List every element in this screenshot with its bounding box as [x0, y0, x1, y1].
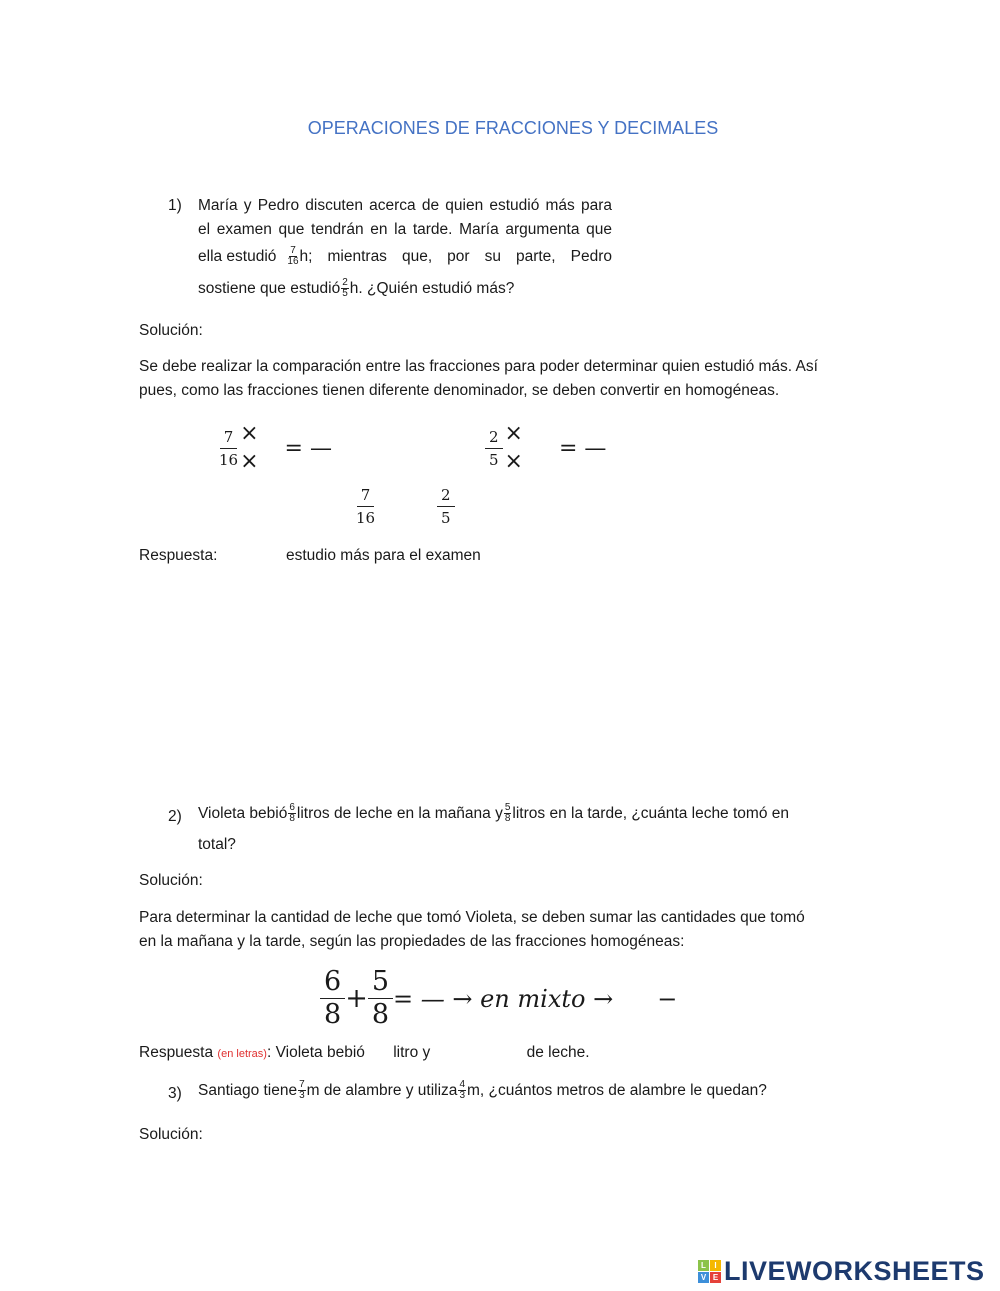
q2-text-c: litros en la tarde, ¿cuánta leche tomó en	[512, 804, 789, 822]
solution-2-label: Solución:	[139, 872, 203, 889]
numerator: 7	[220, 426, 238, 449]
homogeneous-conversion-1	[219, 420, 332, 476]
answer-2-note: (en letras)	[217, 1048, 267, 1060]
denominator: 3	[299, 1090, 305, 1101]
denominator: 5	[489, 450, 499, 469]
solution-1-p1: Se debe realizar la comparación entre las fracciones para poder determinar quien estudió más. Así	[139, 358, 818, 375]
times-icon[interactable]: ×	[504, 449, 523, 474]
q2-text-a: Violeta bebió	[198, 804, 288, 822]
times-icon[interactable]: ×	[240, 449, 259, 474]
fraction-2-5	[437, 484, 455, 529]
q1-line3-b-wrap	[286, 246, 612, 267]
fraction-7-3	[298, 1080, 306, 1101]
answer-2	[139, 1044, 590, 1062]
numerator: 5	[371, 966, 389, 997]
numerator: 7	[299, 1079, 305, 1090]
q1-line2: el examen que tendrán en la tarde. María argumenta que	[198, 221, 612, 238]
logo-block: I	[710, 1260, 721, 1271]
q2-line2: total?	[198, 836, 236, 853]
q1-line4	[198, 278, 514, 299]
denominator: 16	[219, 450, 239, 469]
numerator: 6	[324, 966, 342, 997]
denominator: 3	[459, 1090, 465, 1101]
denominator: 8	[289, 813, 295, 824]
equals-blank-fraction[interactable]: = —	[558, 435, 607, 461]
solution-1-label: Solución:	[139, 322, 203, 339]
times-icon[interactable]: ×	[504, 421, 523, 446]
logo-block: L	[698, 1260, 709, 1271]
homogeneous-conversion-2	[485, 420, 606, 476]
solution-1-p2: pues, como las fracciones tienen diferente denominador, se deben convertir en homogéneas.	[139, 382, 780, 399]
equals-blank-fraction[interactable]: = —	[284, 435, 332, 461]
answer-2-text-b: litro y	[393, 1044, 431, 1061]
denominator: 5	[441, 509, 451, 527]
plus-sign: +	[345, 983, 368, 1014]
addition-equation	[320, 966, 677, 1031]
q1-line3-a: ella estudió	[198, 247, 277, 265]
q1-line3-b: h; mientras que, por su parte, Pedro	[299, 247, 612, 265]
numerator: 2	[342, 277, 348, 288]
compare-fraction-7-16	[356, 484, 375, 529]
solution-2-p1: Para determinar la cantidad de leche que tomó Violeta, se deben sumar las cantidades que tomó	[139, 909, 805, 926]
denominator: 8	[504, 813, 511, 824]
q1-number: 1)	[168, 197, 182, 214]
multiplier-blanks	[505, 420, 523, 476]
page-title: OPERACIONES DE FRACCIONES Y DECIMALES	[307, 118, 719, 138]
logo-block: E	[710, 1272, 721, 1283]
numerator: 4	[459, 1079, 465, 1090]
solution-3-label: Solución:	[139, 1126, 203, 1143]
fraction-5-8	[368, 966, 393, 1031]
liveworksheets-logo	[698, 1256, 985, 1287]
q3-text-b: m de alambre y utiliza	[306, 1081, 458, 1099]
mixed-number-blank[interactable]: −	[657, 984, 678, 1013]
q3-line1	[198, 1080, 767, 1101]
denominator: 5	[342, 288, 348, 299]
logo-text: LIVEWORKSHEETS	[724, 1256, 985, 1286]
q1-line4-b: h. ¿Quién estudió más?	[349, 279, 515, 297]
q1-line3	[198, 246, 612, 267]
answer-1-text: estudio más para el examen	[286, 547, 481, 564]
fraction-4-3	[458, 1080, 466, 1101]
answer-1-label: Respuesta:	[139, 547, 218, 564]
fraction-6-8	[288, 803, 296, 824]
q2-number: 2)	[168, 808, 182, 825]
fraction-7-16	[219, 426, 238, 471]
q3-text-a: Santiago tiene	[198, 1081, 298, 1099]
times-icon[interactable]: ×	[240, 421, 259, 446]
numerator: 7	[357, 484, 375, 507]
logo-block: V	[698, 1272, 709, 1283]
q2-line1	[198, 803, 789, 824]
numerator: 7	[290, 245, 296, 256]
answer-2-text-c: de leche.	[526, 1044, 590, 1061]
fraction-2-5	[341, 278, 349, 299]
q3-text-c: m, ¿cuántos metros de alambre le quedan?	[467, 1081, 767, 1099]
solution-2-p2: en la mañana y la tarde, según las propiedades de las fracciones homogéneas:	[139, 933, 685, 950]
fraction-6-8	[320, 966, 345, 1031]
answer-2-label: Respuesta	[139, 1044, 214, 1061]
q1-line4-a: sostiene que estudió	[198, 279, 341, 297]
fraction-5-8	[504, 803, 512, 824]
fraction-2-5	[485, 426, 503, 471]
numerator: 2	[485, 426, 503, 449]
compare-fraction-2-5	[437, 484, 455, 529]
answer-2-text-a: : Violeta bebió	[266, 1044, 365, 1061]
denominator: 8	[368, 998, 393, 1031]
q2-text-b: litros de leche en la mañana y	[296, 804, 503, 822]
denominator: 16	[287, 256, 299, 267]
fraction-7-16	[287, 246, 298, 267]
live-blocks-icon	[698, 1260, 721, 1283]
equals-blank-to-mixed[interactable]: = — → en mixto →	[393, 984, 614, 1013]
fraction-7-16	[356, 484, 375, 529]
denominator: 8	[320, 998, 345, 1031]
numerator: 6	[289, 802, 295, 813]
denominator: 16	[356, 509, 376, 527]
q3-number: 3)	[168, 1085, 182, 1102]
multiplier-blanks	[240, 420, 258, 476]
numerator: 5	[504, 802, 511, 813]
q1-line1: María y Pedro discuten acerca de quien estudió más para	[198, 197, 612, 214]
numerator: 2	[437, 484, 455, 507]
